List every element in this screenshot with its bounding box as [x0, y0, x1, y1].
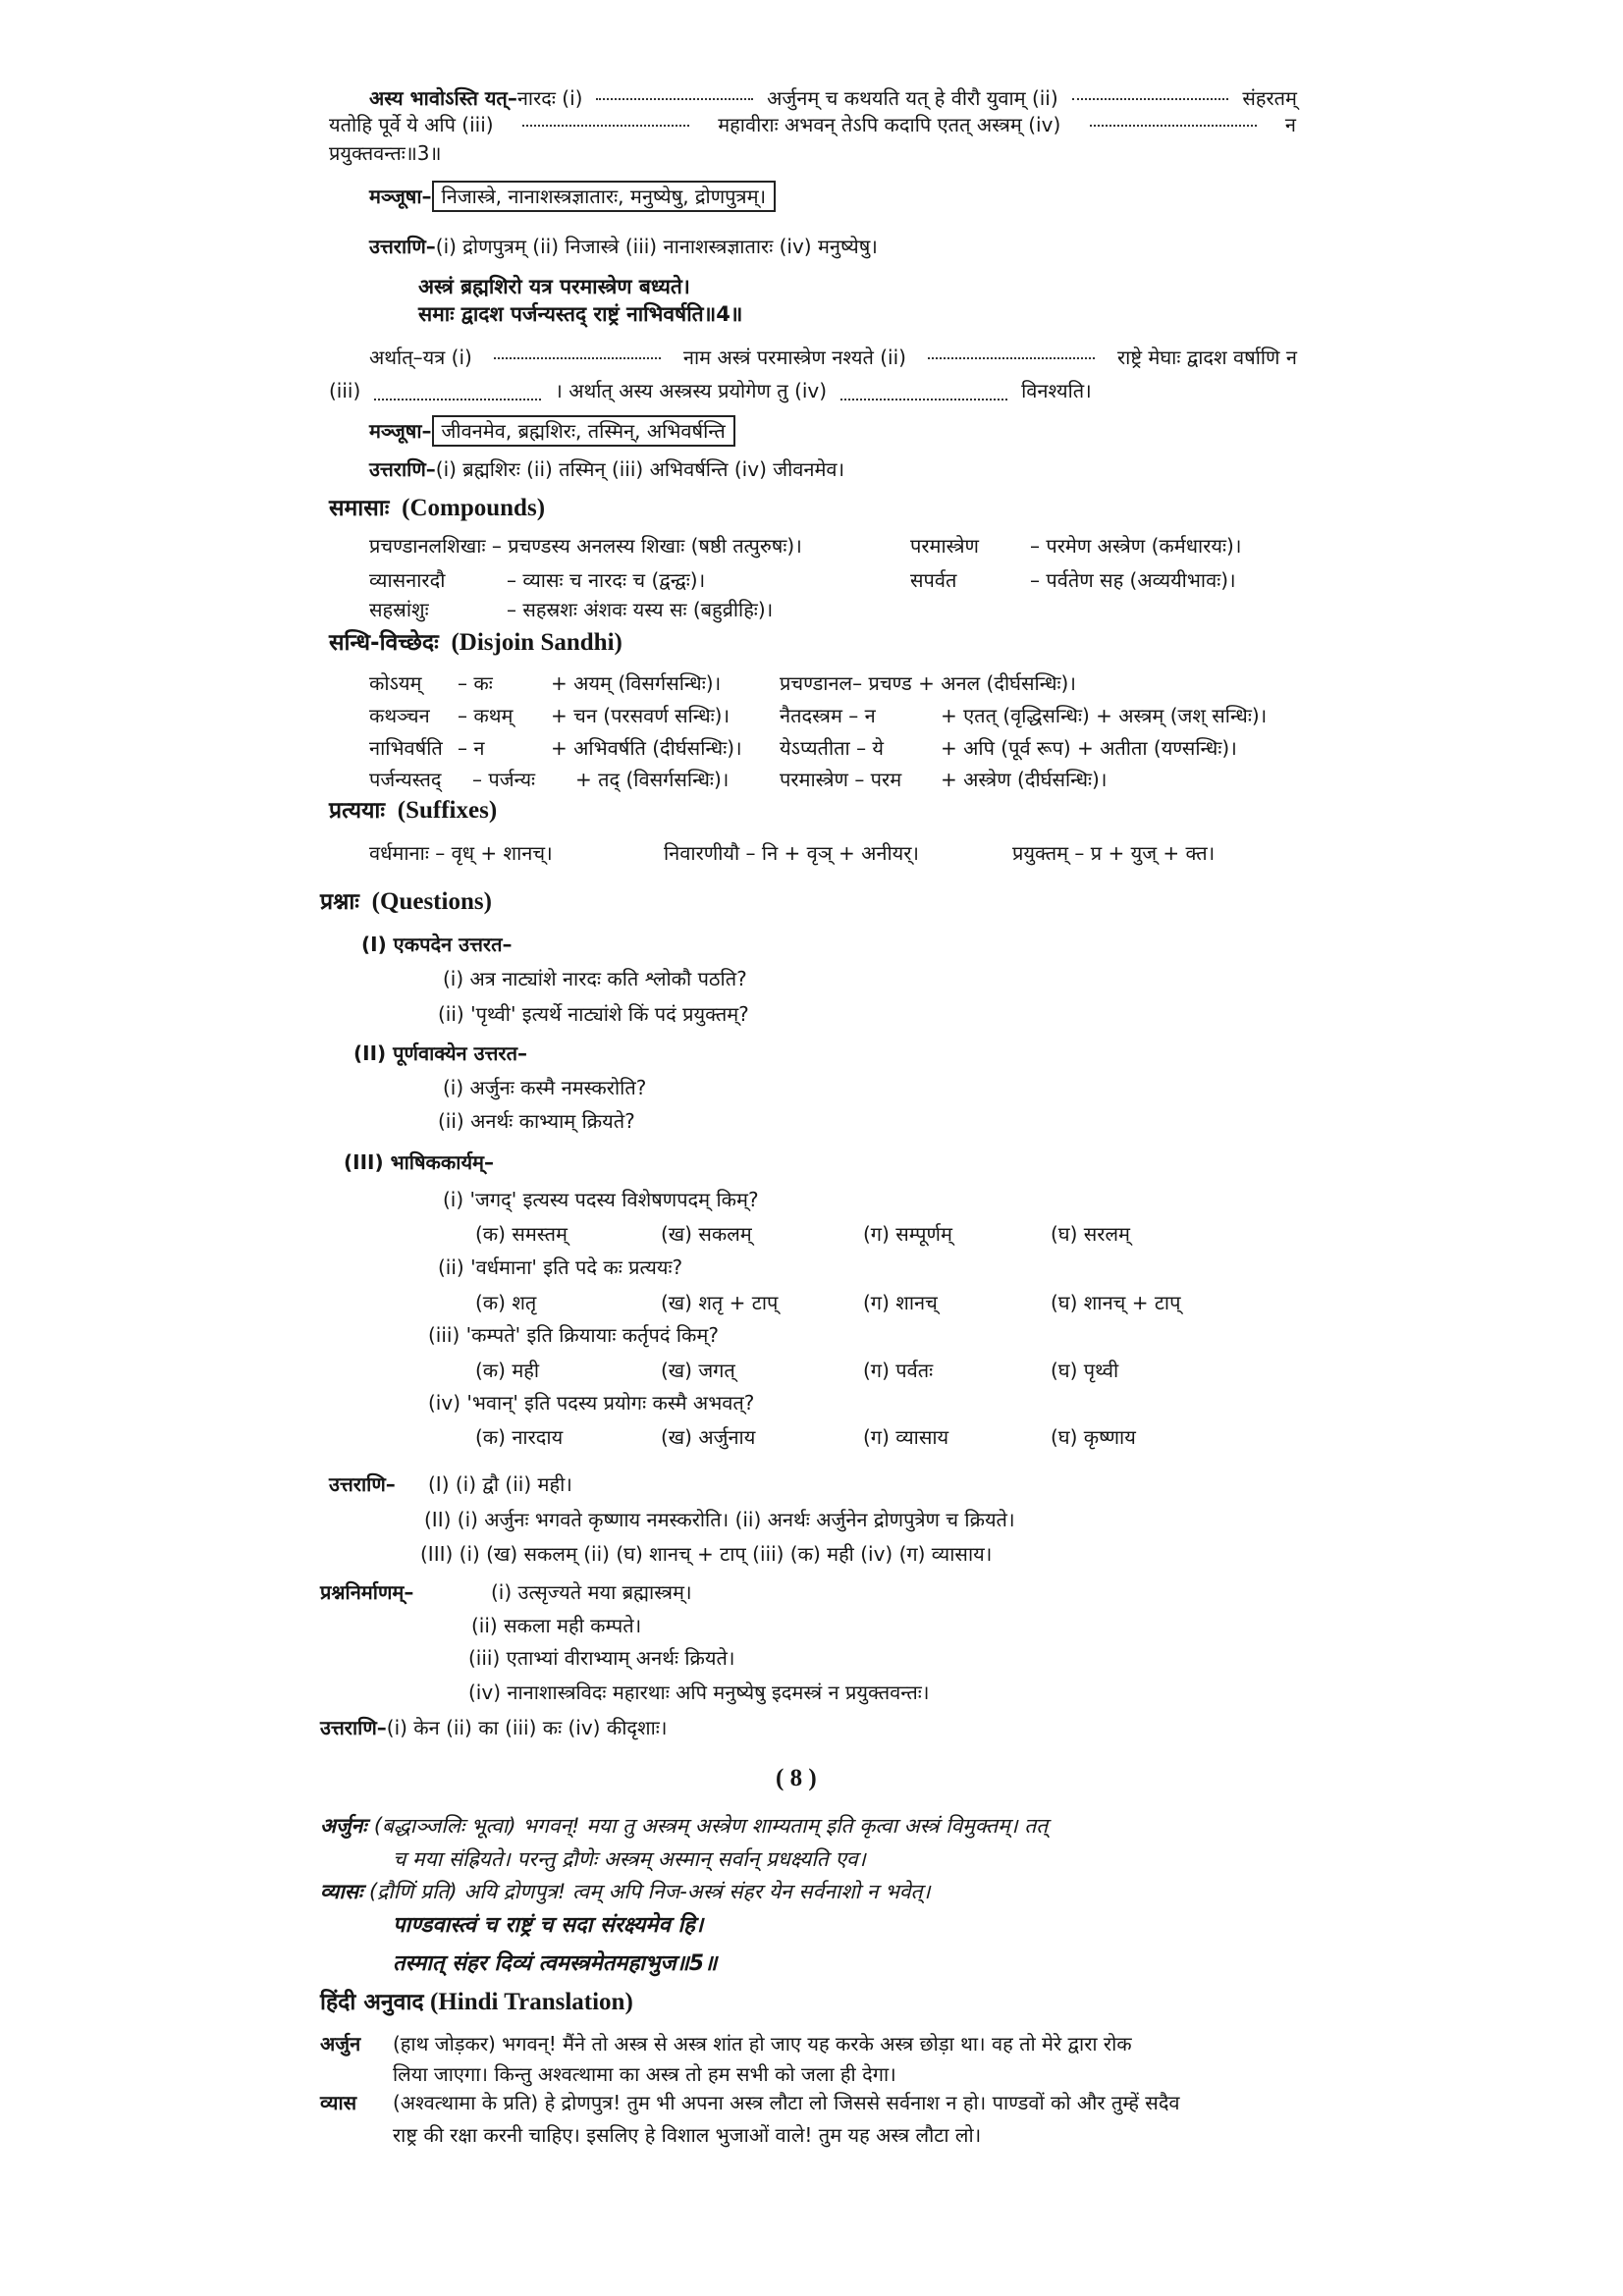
meaning-label: अस्य भावोऽस्ति यत्– — [369, 86, 517, 110]
answer-line: (II) (i) अर्जुनः भगवते कृष्णाय नमस्करोति। (ii) अनर्थः अर्जुनेन द्रोणपुत्रेण च क्रियते। — [424, 1508, 1015, 1531]
text: (iii) — [329, 379, 361, 402]
suffix-item: वर्धमानाः – वृध् + शानच्। — [369, 841, 553, 865]
mcq-option: (क) मही — [475, 1359, 540, 1382]
text: यत्र (i) — [422, 346, 472, 369]
suffix-item: निवारणीयौ – नि + वृञ् + अनीयर्। — [664, 841, 919, 865]
mcq-option: (ख) जगत् — [661, 1359, 735, 1382]
mcq-option: (ख) सकलम् — [661, 1222, 752, 1246]
question-item: (i) अर्जुनः कस्मै नमस्करोति? — [443, 1076, 647, 1099]
mcq-options — [0, 1289, 1623, 1316]
sandhi-part: + एतत् (वृद्धिसन्धिः) + अस्त्रम् (जश् सन्धिः)। — [941, 704, 1268, 727]
compound-analysis: – व्यासः च नारदः च (द्वन्द्वः)। — [507, 568, 706, 592]
text: नारदः (i) — [516, 86, 583, 110]
question-formation-item: (iv) नानाशास्त्रविदः महारथाः अपि मनुष्येषु इदमस्त्रं न प्रयुक्तवन्तः। — [468, 1681, 930, 1704]
word-box-2 — [369, 417, 735, 445]
sandhi-part: + तद् (विसर्गसन्धिः)। — [575, 768, 730, 791]
sandhi-part: + अस्त्रेण (दीर्घसन्धिः)। — [941, 768, 1108, 791]
answers-label: उत्तराणि– — [369, 235, 436, 258]
word-box-1 — [369, 183, 776, 210]
heading-en: (Compounds) — [402, 495, 546, 521]
answers-text: (i) द्रोणपुत्रम् (ii) निजास्त्रे (iii) नानाशस्त्रज्ञातारः (iv) मनुष्येषु। — [435, 235, 878, 258]
question-group-III-title: (III) भाषिककार्यम्– — [344, 1150, 495, 1174]
sandhi-entry: प्रचण्डानल– प्रचण्ड + अनल (दीर्घसन्धिः)। — [780, 671, 1076, 695]
mcq-options — [0, 1220, 1623, 1248]
dialogue-text: (बद्धाञ्जलिः भूत्वा) भगवन्! मया तु अस्त्रम् अस्त्रेण शाम्यताम् इति कृत्वा अस्त्रं विमुक्तम्। तत् — [373, 1814, 1049, 1838]
compound-entry: प्रचण्डानलशिखाः – प्रचण्डस्य अनलस्य शिखाः (षष्ठी तत्पुरुषः)। — [369, 534, 802, 558]
text: । अर्थात् अस्य अस्त्रस्य प्रयोगेण तु (iv) — [555, 379, 828, 402]
hindi-arjun-line-1 — [320, 2030, 1132, 2057]
dialogue-arjuna-line-2: च मया संह्रियते। परन्तु द्रौणेः अस्त्रम् अस्मान् सर्वान् प्रधक्ष्यति एव। — [393, 1847, 866, 1871]
mcq-option: (घ) सरलम् — [1051, 1222, 1131, 1246]
compound-analysis: – परमेण अस्त्रेण (कर्मधारयः)। — [1030, 534, 1242, 558]
mcq-option: (ख) अर्जुनाय — [661, 1425, 756, 1449]
speaker-name: अर्जुन — [320, 2032, 361, 2056]
text: अर्जुनम् च कथयति यत् हे वीरौ युवाम् (ii) — [767, 86, 1058, 110]
mcq-option: (ग) सम्पूर्णम् — [863, 1222, 952, 1246]
text: नाम अस्त्रं परमास्त्रेण नश्यते (ii) — [682, 346, 906, 369]
sandhi-part: – न — [458, 736, 485, 760]
blank-i — [494, 344, 661, 359]
answers-2 — [369, 455, 844, 483]
answers-4 — [320, 1714, 667, 1741]
answers-label: उत्तराणि– — [329, 1472, 396, 1496]
compound-word: परमास्त्रेण — [910, 534, 979, 558]
verse-4-line-1: अस्त्रं ब्रह्मशिरो यत्र परमास्त्रेण बध्यते। — [418, 275, 690, 298]
compounds-heading — [329, 495, 545, 522]
sandhi-word: कथञ्चन — [369, 704, 430, 727]
sandhi-heading — [329, 629, 622, 657]
sandhi-row — [369, 702, 1312, 729]
mcq-option: (क) समस्तम् — [475, 1222, 568, 1246]
mcq-option: (घ) पृथ्वी — [1051, 1359, 1119, 1382]
word-box-label: मञ्जूषा– — [369, 419, 432, 443]
speaker-name: अर्जुनः — [320, 1814, 367, 1838]
hindi-translation-heading — [320, 1989, 633, 2016]
heading-hi: सन्धि-विच्छेदः — [329, 630, 439, 656]
answer-line: (III) (i) (ख) सकलम् (ii) (घ) शानच् + टाप् (iii) (क) मही (iv) (ग) व्यासाय। — [420, 1542, 993, 1566]
compound-word: व्यासनारदौ — [369, 568, 446, 592]
sandhi-part: + अभिवर्षति (दीर्घसन्धिः)। — [551, 736, 742, 760]
blank-ii — [1072, 84, 1229, 100]
mcq-question: (iv) 'भवान्' इति पदस्य प्रयोगः कस्मै अभवत्? — [428, 1391, 755, 1415]
heading-en: (Suffixes) — [397, 797, 498, 824]
text: महावीराः अभवन् तेऽपि कदापि एतत् अस्त्रम् (iv) — [718, 113, 1061, 136]
sandhi-row — [369, 734, 1312, 762]
sandhi-word: कोऽयम् — [369, 671, 422, 695]
compound-row — [369, 532, 1312, 560]
mcq-option: (घ) कृष्णाय — [1051, 1425, 1136, 1449]
question-item: (ii) अनर्थः काभ्याम् क्रियते? — [438, 1109, 635, 1133]
mcq-option: (ख) शतृ + टाप् — [661, 1291, 779, 1314]
question-group-II-title: (II) पूर्णवाक्येन उत्तरत– — [353, 1041, 527, 1065]
sandhi-part: + अयम् (विसर्गसन्धिः)। — [551, 671, 722, 695]
dialogue-arjuna-line-1 — [320, 1812, 1292, 1840]
sandhi-row — [369, 669, 1312, 697]
question-item: (ii) 'पृथ्वी' इत्यर्थे नाट्यांशे किं पदं प्रयुक्तम्? — [438, 1002, 749, 1026]
section-number: ( 8 ) — [776, 1765, 817, 1791]
mcq-option: (ग) पर्वतः — [863, 1359, 934, 1382]
question-formation-item: (i) उत्सृज्यते मया ब्रह्मास्त्रम्। — [491, 1580, 692, 1604]
translation-text: (हाथ जोड़कर) भगवन्! मैंने तो अस्त्र से अस्त्र शांत हो जाए यह करके अस्त्र छोड़ा था। वह तो मेरे द्वारा रोक — [393, 2032, 1132, 2056]
mcq-options — [0, 1357, 1623, 1384]
text: राष्ट्रे मेघाः द्वादश वर्षाणि न — [1117, 346, 1297, 369]
speaker-name: व्यास — [320, 2091, 357, 2114]
question-formation-item: (ii) सकला मही कम्पते। — [471, 1614, 642, 1637]
mcq-option: (क) नारदाय — [475, 1425, 564, 1449]
sandhi-part: + अपि (पूर्व रूप) + अतीता (यण्सन्धिः)। — [941, 736, 1237, 760]
mcq-option: (घ) शानच् + टाप् — [1051, 1291, 1181, 1314]
text: विनश्यति। — [1021, 379, 1092, 402]
word-box-words: निजास्त्रे, नानाशस्त्रज्ञातारः, मनुष्येषु, द्रोणपुत्रम्। — [432, 181, 777, 212]
hindi-vyas-line-2: राष्ट्र की रक्षा करनी चाहिए। इसलिए हे विशाल भुजाओं वाले! तुम यह अस्त्र लौटा लो। — [393, 2123, 982, 2147]
question-formation-label: प्रश्ननिर्माणम्– — [320, 1580, 414, 1604]
blank-iv — [1090, 111, 1257, 127]
verse-5-line-2: तस्मात् संहर दिव्यं त्वमस्त्रमेतमहाभुज॥5॥ — [393, 1951, 718, 1976]
blank-i — [596, 84, 753, 100]
suffixes-heading — [329, 797, 497, 825]
questions-heading — [320, 888, 492, 916]
blank-ii — [928, 344, 1095, 359]
dialogue-text: (द्रौणिं प्रति) अयि द्रोणपुत्र! त्वम् अपि निज-अस्त्रं संहर येन सर्वनाशो न भवेत्। — [368, 1880, 931, 1903]
mcq-option: (क) शतृ — [475, 1291, 537, 1314]
sandhi-word: येऽप्यतीता – ये — [780, 736, 885, 760]
compound-analysis: – पर्वतेण सह (अव्ययीभावः)। — [1030, 568, 1236, 592]
question-item: (i) अत्र नाट्यांशे नारदः कति श्लोकौ पठति? — [443, 967, 747, 990]
mcq-question: (i) 'जगद्' इत्यस्य पदस्य विशेषणपदम् किम्? — [443, 1188, 759, 1211]
compound-row — [369, 566, 1312, 594]
compound-row — [369, 596, 1312, 623]
suffix-item: प्रयुक्तम् – प्र + युज् + क्त। — [1012, 841, 1216, 865]
word-box-words: जीवनमेव, ब्रह्मशिरः, तस्मिन्, अभिवर्षन्ति — [432, 415, 735, 447]
sandhi-part: – पर्जन्यः — [472, 768, 536, 791]
compound-analysis: – सहस्रशः अंशवः यस्य सः (बहुव्रीहिः)। — [507, 598, 774, 621]
suffix-row — [369, 839, 1312, 867]
verse-5-line-1: पाण्डवास्त्वं च राष्ट्रं च सदा संरक्ष्यमेव हि। — [393, 1913, 704, 1938]
answers-label: उत्तराणि– — [320, 1716, 387, 1739]
heading-hi: प्रश्नाः — [320, 889, 359, 915]
word-box-label: मञ्जूषा– — [369, 185, 432, 208]
answers-1 — [369, 233, 878, 260]
sandhi-word: पर्जन्यस्तद् — [369, 768, 442, 791]
answers-text: (i) केन (ii) का (iii) कः (iv) कीदृशाः। — [386, 1716, 668, 1739]
question-group-I-title: (I) एकपदेन उत्तरत– — [361, 933, 513, 956]
sandhi-part: + चन (परसवर्ण सन्धिः)। — [551, 704, 730, 727]
mcq-options — [0, 1423, 1623, 1451]
text: न — [1284, 113, 1296, 136]
meaning2-line-2 — [329, 377, 1092, 404]
sandhi-part: – कः — [458, 671, 493, 695]
sandhi-part: – कथम् — [458, 704, 514, 727]
heading-hi: प्रत्ययाः — [329, 798, 386, 824]
mcq-question: (ii) 'वर्धमाना' इति पदे कः प्रत्ययः? — [438, 1255, 683, 1279]
hindi-arjun-line-2: लिया जाएगा। किन्तु अश्वत्थामा का अस्त्र तो हम सभी को जला ही देगा। — [393, 2062, 896, 2086]
meaning-line-2 — [329, 111, 1296, 138]
text: यतोहि पूर्वे ये अपि (iii) — [329, 113, 494, 136]
answers-label: उत्तराणि– — [369, 457, 436, 481]
hindi-vyas-line-1 — [320, 2089, 1180, 2116]
sandhi-row — [369, 766, 1312, 793]
blank-iii — [374, 385, 541, 400]
translation-text: (अश्वत्थामा के प्रति) हे द्रोणपुत्र! तुम भी अपना अस्त्र लौटा लो जिससे सर्वनाश न हो। पाण्डवों को और तुम्हें सदैव — [393, 2091, 1180, 2114]
heading-hi: समासाः — [329, 496, 390, 521]
mcq-question: (iii) 'कम्पते' इति क्रियायाः कर्तृपदं किम्? — [428, 1323, 719, 1347]
compound-word: सहस्रांशुः — [369, 598, 429, 621]
meaning-line-1 — [369, 84, 1297, 112]
dialogue-vyasa-line-1 — [320, 1878, 930, 1905]
sandhi-word: परमास्त्रेण – परम — [780, 768, 902, 791]
answer-line: (I) (i) द्वौ (ii) मही। — [428, 1472, 572, 1496]
sandhi-word: नाभिवर्षति — [369, 736, 443, 760]
compound-word: सपर्वत — [910, 568, 957, 592]
heading-en: (Questions) — [371, 888, 492, 915]
heading-en: (Hindi Translation) — [430, 1989, 633, 2015]
heading-hi: हिंदी अनुवाद — [320, 1990, 424, 2015]
blank-iv — [840, 385, 1007, 400]
meaning-label: अर्थात्– — [369, 346, 423, 369]
sandhi-word: नैतदस्त्रम – न — [780, 704, 876, 727]
verse-4-line-2: समाः द्वादश पर्जन्यस्तद् राष्ट्रं नाभिवर्षति॥4॥ — [418, 302, 743, 326]
question-formation-item: (iii) एताभ्यां वीराभ्याम् अनर्थः क्रियते। — [468, 1646, 735, 1670]
mcq-option: (ग) व्यासाय — [863, 1425, 949, 1449]
mcq-option: (ग) शानच् — [863, 1291, 938, 1314]
meaning2-line-1 — [369, 344, 1297, 371]
text: संहरतम् — [1242, 86, 1297, 110]
meaning-line-3: प्रयुक्तवन्तः॥3॥ — [329, 141, 442, 165]
answers-text: (i) ब्रह्मशिरः (ii) तस्मिन् (iii) अभिवर्षन्ति (iv) जीवनमेव। — [435, 457, 845, 481]
blank-iii — [522, 111, 689, 127]
speaker-name: व्यासः — [320, 1880, 363, 1903]
heading-en: (Disjoin Sandhi) — [451, 629, 622, 656]
